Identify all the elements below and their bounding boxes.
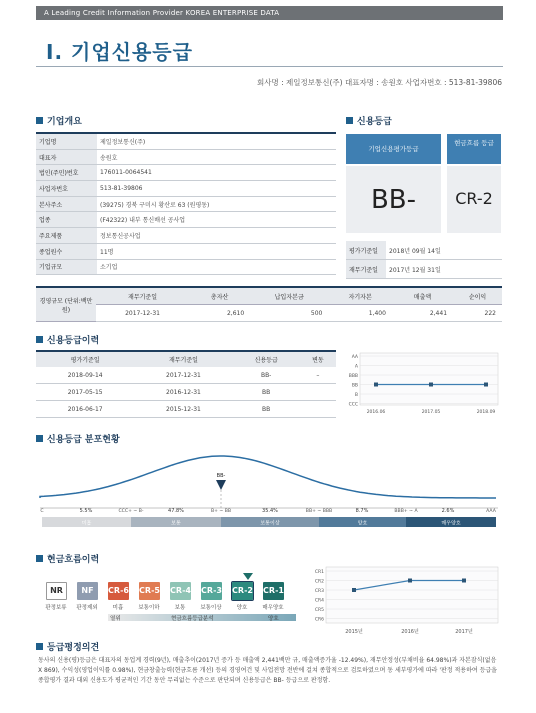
overview-title-text: 기업개요 [47, 117, 82, 127]
history-cell [300, 401, 336, 418]
overview-row [36, 133, 336, 149]
history-cell: 2017-12-31 [134, 367, 232, 384]
history-cell: 2015-12-31 [134, 401, 232, 418]
history-cell [300, 384, 336, 401]
scale-header: 자기자본 [328, 287, 392, 305]
history-header: 신용등급 [233, 351, 300, 367]
rating-date-value: 2018년 09월 14일 [386, 241, 502, 260]
cashflow-box-cr-5: CR-5 [139, 582, 160, 600]
cashflow-x-tick: 2017년 [455, 629, 473, 635]
section-bullet-icon [36, 643, 43, 650]
history-point [429, 383, 433, 387]
company-info-line: 회사명 : 제일정보통신(주) 대표자명 : 송원호 사업자번호 : 513-81-39806 [256, 78, 502, 87]
cashflow-box-label: 보통 [174, 605, 186, 611]
overview-value: 513-81-39806 [97, 181, 336, 197]
scale-header: 총자산 [189, 287, 250, 305]
rating-date-key: 평가기준일 [346, 241, 386, 260]
overview-row [36, 259, 336, 275]
overview-row [36, 228, 336, 244]
cashflow-box-label: 매우양호 [262, 605, 284, 611]
scale-header: 납입자본금 [250, 287, 328, 305]
cashflow-footer-label: 양호 [268, 616, 279, 622]
rating-date-row [346, 241, 502, 260]
history-x-tick: 2018.09 [476, 410, 496, 415]
history-point [374, 383, 378, 387]
overview-row [36, 165, 336, 181]
cashflow-box-label: 판정제외 [76, 605, 98, 611]
section-bullet-icon [346, 117, 353, 124]
overview-value: 제일정보통신(주) [97, 133, 336, 149]
cashflow-box-nf: NF [77, 582, 98, 600]
scale-value: 222 [453, 305, 502, 322]
cashflow-box-label: 미흡 [112, 605, 124, 611]
history-row [36, 401, 336, 418]
history-chart-frame [360, 353, 498, 405]
cashflow-box-cr-6: CR-6 [108, 582, 129, 600]
opinion-title-text: 등급평정의견 [47, 643, 100, 653]
overview-row [36, 196, 336, 212]
overview-key: 대표자 [36, 149, 97, 165]
overview-value: 소기업 [97, 259, 336, 275]
rating-date-table [346, 241, 502, 279]
overview-section-title [36, 114, 82, 127]
cashflow-chart [310, 563, 502, 641]
cashflow-box-cr-2: CR-2 [232, 582, 253, 600]
history-cell: BB- [233, 367, 300, 384]
cashflow-box-label: 판정보류 [45, 605, 67, 611]
cashflow-y-tick: CR6 [314, 617, 324, 623]
scale-value: 2017-12-31 [96, 305, 189, 322]
distribution-tick: C [40, 509, 44, 514]
distribution-band-label: 보통 [171, 520, 181, 527]
overview-row [36, 181, 336, 197]
overview-row [36, 149, 336, 165]
scale-value: 2,441 [392, 305, 453, 322]
overview-key: 사업자번호 [36, 181, 97, 197]
cashflow-point [352, 588, 356, 592]
history-header: 재무기준일 [134, 351, 232, 367]
cashflow-title-text: 현금흐름이력 [47, 555, 100, 565]
scale-table [36, 286, 502, 322]
distribution-tick: CCC+ ~ B- [118, 509, 144, 514]
distribution-tick: AAA [486, 509, 496, 514]
history-cell: 2018-09-14 [36, 367, 134, 384]
overview-row [36, 243, 336, 259]
section-bullet-icon [36, 336, 43, 343]
cashflow-point [462, 579, 466, 583]
cashflow-y-tick: CR1 [314, 570, 324, 575]
cashflow-box-cr-4: CR-4 [170, 582, 191, 600]
scale-value: 1,400 [328, 305, 392, 322]
distribution-tick: BB+ ~ BBB [305, 509, 333, 514]
history-y-tick: B [354, 393, 358, 398]
distribution-pct: 2.6% [441, 508, 455, 514]
rating-date-row [346, 260, 502, 279]
rating-date-value: 2017년 12월 31일 [386, 260, 502, 279]
distribution-band-label: 미흡 [81, 520, 92, 527]
history-cell: BB [233, 401, 300, 418]
overview-key: 종업원수 [36, 243, 97, 259]
distribution-tick: B+ ~ BB [210, 509, 232, 514]
distribution-marker-icon [216, 480, 226, 490]
overview-value: 176011-0064541 [97, 165, 336, 181]
cashflow-x-tick: 2016년 [401, 629, 419, 635]
cashflow-box-cr-1: CR-1 [263, 582, 284, 600]
history-row [36, 367, 336, 384]
history-section-title [36, 333, 99, 346]
distribution-chart [36, 446, 502, 532]
overview-key: 주요제품 [36, 228, 97, 244]
page-title: I. 기업신용등급 [46, 40, 193, 64]
history-row [36, 384, 336, 401]
scale-value: 2,610 [189, 305, 250, 322]
distribution-tick: BBB+ ~ A [394, 509, 418, 514]
cashflow-box-label: 보통이상 [200, 605, 222, 611]
distribution-band-label: 양호 [357, 520, 368, 527]
distribution-title-text: 신용등급 분포현황 [47, 435, 120, 445]
cashflow-y-tick: CR4 [314, 598, 324, 604]
history-y-tick: BB [351, 383, 358, 389]
overview-key: 본사주소 [36, 196, 97, 212]
cashflow-x-tick: 2015년 [345, 629, 363, 635]
cashflow-grade-scale [46, 582, 306, 638]
cashflow-point [408, 579, 412, 583]
overview-key: 법인(주민)번호 [36, 165, 97, 181]
rating-title-text: 신용등급 [357, 117, 392, 127]
overview-value: 송원호 [97, 149, 336, 165]
scale-label: 경영규모 (단위:백만원) [36, 287, 96, 322]
top-banner: A Leading Credit Information Provider KOREA ENTERPRISE DATA [36, 6, 503, 20]
history-point [484, 383, 488, 387]
overview-key: 기업규모 [36, 259, 97, 275]
scale-header: 순이익 [453, 287, 502, 305]
cashflow-marker-icon [243, 573, 253, 580]
history-cell: 2017-05-15 [36, 384, 134, 401]
credit-grade-header: 기업신용평가등급 [346, 134, 441, 164]
history-cell: BB [233, 384, 300, 401]
section-bullet-icon [36, 117, 43, 124]
distribution-pct: 8.7% [355, 508, 369, 514]
overview-key: 기업명 [36, 133, 97, 149]
section-bullet-icon [36, 555, 43, 562]
history-y-tick: A [354, 364, 358, 370]
distribution-pct: 5.5% [79, 508, 93, 514]
history-chart [346, 349, 502, 417]
history-y-tick: CCC [348, 402, 358, 408]
scale-header: 재무기준일 [96, 287, 189, 305]
cashflow-box-cr-3: CR-3 [201, 582, 222, 600]
cashflow-chart-frame [326, 567, 498, 623]
cashflow-y-tick: CR3 [314, 589, 324, 594]
overview-value: (39275) 경북 구미시 황산로 63 (원평동) [97, 196, 336, 212]
history-table [36, 350, 336, 418]
overview-table [36, 132, 336, 275]
overview-key: 업종 [36, 212, 97, 228]
cashflow-footer-label: 열위 [110, 616, 121, 622]
opinion-text: 동사의 신용(평)등급은 대표자의 동업계 경력(9년), 매출추이(2017년 증가 등 매출액 2,441백만 규, 매출액증가율 -12.49%), 재무안정성(부채비율 64.98%)과 자본잠식(없음 X 869), 수익성(영업이익률 0.98%), 현금창출능력(현금흐름 개선) 등의 경영여건 및 사업전망 전반에 걸쳐 종합적으로 검토하였으며 동 세부평가에 따라 '판정 적용하여 등급을 종합평가 결과 대외 신용도가 평균적인 기간 동안 무리없는 수준으로 판단되며 신용등급은 BB- 등급으로 판정함. [38, 657, 497, 684]
cash-grade-header: 현금흐름 등급 [447, 134, 501, 164]
history-x-tick: 2016.06 [366, 410, 386, 415]
cashflow-box-label: 보통이하 [138, 605, 160, 611]
history-header: 평가기준일 [36, 351, 134, 367]
distribution-marker-label: BB- [216, 473, 226, 479]
cashflow-footer-label: 현금흐름등급분석 [171, 616, 214, 622]
distribution-section-title [36, 432, 120, 445]
credit-grade-value: BB- [370, 185, 417, 215]
scale-header: 매출액 [392, 287, 453, 305]
cashflow-section-title [36, 552, 99, 565]
rating-section-title [346, 114, 392, 127]
history-cell: 2016-12-31 [134, 384, 232, 401]
cashflow-y-tick: CR2 [314, 579, 324, 585]
distribution-band-label: 매우양호 [441, 520, 461, 527]
cashflow-box-nr: NR [46, 582, 67, 600]
distribution-band-label: 보통이상 [260, 520, 280, 527]
history-header: 변동 [300, 351, 336, 367]
history-y-tick: BBB [348, 374, 358, 379]
distribution-pct: 35.4% [262, 508, 278, 514]
cash-grade-value: CR-2 [455, 189, 493, 208]
history-cell: 2016-06-17 [36, 401, 134, 418]
cashflow-y-tick: CR5 [314, 608, 324, 613]
history-y-tick: AA [351, 355, 358, 360]
history-title-text: 신용등급이력 [47, 336, 100, 346]
section-bullet-icon [36, 435, 43, 442]
overview-row [36, 212, 336, 228]
scale-value: 500 [250, 305, 328, 322]
distribution-pct: 47.8% [168, 508, 184, 514]
distribution-curve [40, 456, 496, 498]
overview-value: 정보통신공사업 [97, 228, 336, 244]
overview-value: (F42322) 내부 통신배선 공사업 [97, 212, 336, 228]
opinion-section-title [36, 640, 99, 653]
rating-date-key: 재무기준일 [346, 260, 386, 279]
history-x-tick: 2017.05 [421, 410, 441, 415]
cashflow-box-label: 양호 [236, 605, 248, 611]
overview-value: 11명 [97, 243, 336, 259]
history-cell: – [300, 367, 336, 384]
title-divider [36, 66, 503, 67]
